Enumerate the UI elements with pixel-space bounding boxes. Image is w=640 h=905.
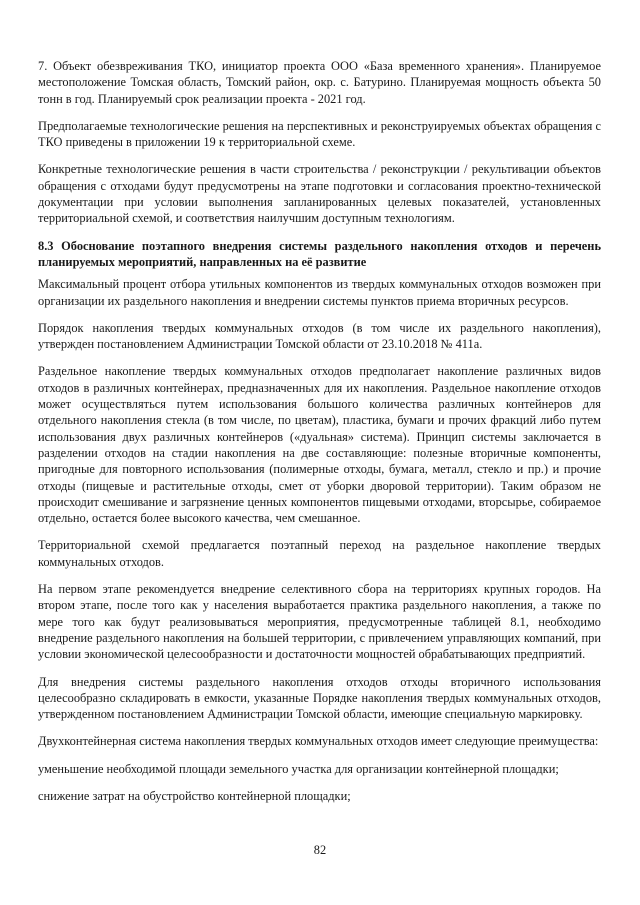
paragraph-max-percent: Максимальный процент отбора утильных компонентов из твердых коммунальных отходов возможен при организации их раздельного накопления и внедрении системы пунктов приема вторичных ресурсов. [38, 277, 601, 308]
list-item: уменьшение необходимой площади земельного участка для организации контейнерной площадки; [38, 761, 559, 776]
paragraph-specific-solutions: Конкретные технологические решения в части строительства / реконструкции / рекультивации объектов обращения с отходами будут предусмотрены на этапе подготовки и согласования проектно-технической документации при условии выполнения запланированных целевых показателей, установленных территориальной схемой, и соответствия наилучшим доступным технологиям. [38, 162, 601, 226]
document-page [38, 58, 601, 815]
paragraph-containers: Для внедрения системы раздельного накопления отходов отходы вторичного использования целесообразно складировать в емкости, указанные Порядке накопления твердых коммунальных отходов, утвержденном постановлением Администрации Томской области, имеющие специальную маркировку. [38, 674, 601, 722]
paragraph-two-container-advantages: Двухконтейнерная система накопления твердых коммунальных отходов имеет следующие преимущества: [38, 734, 599, 749]
page-number: 82 [313, 843, 327, 857]
list-item: снижение затрат на обустройство контейнерной площадки; [38, 788, 351, 803]
paragraph-separate-accumulation: Раздельное накопление твердых коммунальных отходов предполагает накопление различных видов отходов в различных контейнерах, предназначенных для их накопления. Раздельное накопление отходов может осуществляться путем использования большого количества различных контейнеров для отдельного накопления стекла (в том числе, по цветам), пластика, бумаги и прочих фракций либо путем использования двух различных контейнеров («дуальная» система). Принцип системы заключается в разделении отходов на стадии накопления на две составляющие: полезные вторичные компоненты, пригодные для повторного использования (полимерные отходы, бумага, металл, стекло и пр.) и прочие отходы (пищевые и растительные отходы, смет от уборки дворовой территории). Таким образом не происходит смешивание и загрязнение ценных компонентов пищевыми отходами, вторсырье, собираемое отдельно, остается более высокого качества, чем смешанное. [38, 364, 601, 526]
paragraph-facility-7: 7. Объект обезвреживания ТКО, инициатор проекта ООО «База временного хранения». Планируемое местоположение Томская область, Томский район, окр. с. Батурино. Планируемая мощность объекта 50 тонн в год. Планируемый срок реализации проекта - 2021 год. [38, 59, 601, 106]
paragraph-stages: На первом этапе рекомендуется внедрение селективного сбора на территориях крупных городов. На втором этапе, после того как у населения выработается практика раздельного накопления, а также по мере того как будут реализовываться мероприятия, предусмотренные таблицей 8.1, необходимо внедрение раздельного накопления на большей территории, с привлечением управляющих компаний, при условии экономической целесообразности и достаточности мощностей обрабатывающих предприятий. [38, 582, 601, 662]
paragraph-gradual-transition: Территориальной схемой предлагается поэтапный переход на раздельное накопление твердых коммунальных отходов. [38, 538, 601, 569]
section-heading: 8.3 Обоснование поэтапного внедрения системы раздельного накопления отходов и перечень планируемых мероприятий, направленных на её развитие [38, 238, 601, 269]
paragraph-technology-solutions: Предполагаемые технологические решения на перспективных и реконструируемых объектах обращения с ТКО приведены в приложении 19 к территориальной схеме. [38, 118, 601, 150]
paragraph-procedure: Порядок накопления твердых коммунальных отходов (в том числе их раздельного накопления), утвержден постановлением Администрации Томской области от 23.10.2018 № 411а. [38, 320, 601, 352]
